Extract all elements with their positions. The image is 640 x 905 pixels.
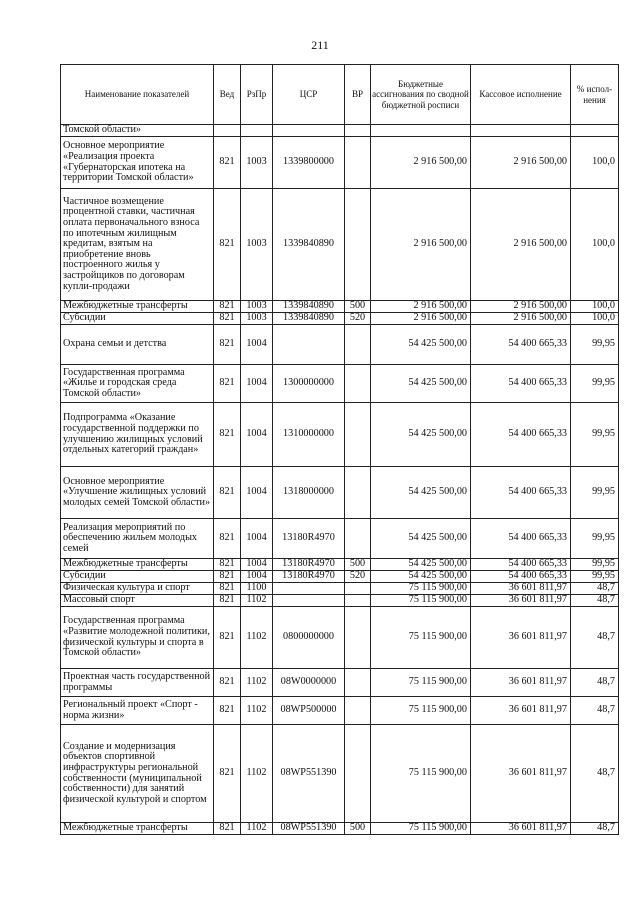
row-percent: 100,0 bbox=[571, 189, 619, 301]
table-row bbox=[61, 519, 619, 559]
row-vr bbox=[345, 325, 371, 365]
row-budget bbox=[371, 125, 471, 137]
row-vr bbox=[345, 403, 371, 467]
row-csr: 1310000000 bbox=[273, 403, 345, 467]
table-row bbox=[61, 595, 619, 607]
row-cash: 54 400 665,33 bbox=[471, 571, 571, 583]
row-rzpr: 1004 bbox=[241, 325, 273, 365]
row-vr bbox=[345, 595, 371, 607]
row-csr bbox=[273, 583, 345, 595]
row-rzpr: 1102 bbox=[241, 823, 273, 835]
row-percent: 99,95 bbox=[571, 559, 619, 571]
row-rzpr: 1004 bbox=[241, 571, 273, 583]
row-ved: 821 bbox=[214, 519, 241, 559]
row-cash: 36 601 811,97 bbox=[471, 725, 571, 823]
row-csr: 1339840890 bbox=[273, 189, 345, 301]
row-percent: 48,7 bbox=[571, 697, 619, 725]
row-csr bbox=[273, 125, 345, 137]
row-percent: 99,95 bbox=[571, 519, 619, 559]
row-budget: 2 916 500,00 bbox=[371, 301, 471, 313]
row-vr bbox=[345, 607, 371, 669]
row-ved bbox=[214, 125, 241, 137]
row-name: Реализация мероприятий по обеспечению жильем молодых семей bbox=[61, 519, 214, 559]
row-cash bbox=[471, 125, 571, 137]
row-percent: 48,7 bbox=[571, 583, 619, 595]
row-cash: 2 916 500,00 bbox=[471, 137, 571, 189]
row-vr: 520 bbox=[345, 313, 371, 325]
row-ved: 821 bbox=[214, 669, 241, 697]
page-number: 211 bbox=[311, 38, 329, 52]
row-rzpr: 1004 bbox=[241, 365, 273, 403]
row-budget: 75 115 900,00 bbox=[371, 823, 471, 835]
row-budget: 54 425 500,00 bbox=[371, 467, 471, 519]
row-name: Государственная программа «Жилье и городская среда Томской области» bbox=[61, 365, 214, 403]
row-ved: 821 bbox=[214, 137, 241, 189]
row-cash: 36 601 811,97 bbox=[471, 697, 571, 725]
row-ved: 821 bbox=[214, 559, 241, 571]
row-rzpr: 1102 bbox=[241, 669, 273, 697]
row-name: Субсидии bbox=[61, 571, 214, 583]
row-ved: 821 bbox=[214, 467, 241, 519]
table-row bbox=[61, 583, 619, 595]
row-rzpr: 1102 bbox=[241, 595, 273, 607]
table-row bbox=[61, 313, 619, 325]
row-name: Региональный проект «Спорт - норма жизни» bbox=[61, 697, 214, 725]
header-name: Наименование показателей bbox=[61, 65, 214, 125]
row-name: Томской области» bbox=[61, 125, 214, 137]
row-name: Межбюджетные трансферты bbox=[61, 823, 214, 835]
row-ved: 821 bbox=[214, 189, 241, 301]
row-rzpr: 1102 bbox=[241, 725, 273, 823]
row-budget: 75 115 900,00 bbox=[371, 607, 471, 669]
row-rzpr: 1003 bbox=[241, 137, 273, 189]
row-ved: 821 bbox=[214, 725, 241, 823]
row-csr: 13180R4970 bbox=[273, 519, 345, 559]
row-budget: 54 425 500,00 bbox=[371, 365, 471, 403]
row-vr bbox=[345, 125, 371, 137]
row-rzpr: 1102 bbox=[241, 697, 273, 725]
row-ved: 821 bbox=[214, 365, 241, 403]
row-budget: 54 425 500,00 bbox=[371, 559, 471, 571]
table-row bbox=[61, 697, 619, 725]
row-cash: 36 601 811,97 bbox=[471, 823, 571, 835]
row-csr bbox=[273, 595, 345, 607]
row-name: Массовый спорт bbox=[61, 595, 214, 607]
row-budget: 75 115 900,00 bbox=[371, 583, 471, 595]
row-vr: 500 bbox=[345, 823, 371, 835]
table-row bbox=[61, 137, 619, 189]
row-csr: 08W0000000 bbox=[273, 669, 345, 697]
header-percent: % испол-нения bbox=[571, 65, 619, 125]
table-row bbox=[61, 365, 619, 403]
row-cash: 36 601 811,97 bbox=[471, 583, 571, 595]
row-percent: 100,0 bbox=[571, 301, 619, 313]
row-cash: 54 400 665,33 bbox=[471, 467, 571, 519]
row-name: Подпрограмма «Оказание государственной поддержки по улучшению жилищных условий отдельных категорий граждан» bbox=[61, 403, 214, 467]
row-budget: 2 916 500,00 bbox=[371, 313, 471, 325]
row-cash: 54 400 665,33 bbox=[471, 365, 571, 403]
row-csr: 13180R4970 bbox=[273, 571, 345, 583]
row-percent: 99,95 bbox=[571, 325, 619, 365]
row-ved: 821 bbox=[214, 583, 241, 595]
header-cash: Кассовое исполнение bbox=[471, 65, 571, 125]
row-cash: 36 601 811,97 bbox=[471, 669, 571, 697]
row-percent: 99,95 bbox=[571, 365, 619, 403]
header-rzpr: РзПр bbox=[241, 65, 273, 125]
row-budget: 75 115 900,00 bbox=[371, 697, 471, 725]
row-name: Межбюджетные трансферты bbox=[61, 559, 214, 571]
row-budget: 54 425 500,00 bbox=[371, 325, 471, 365]
row-percent: 100,0 bbox=[571, 313, 619, 325]
row-vr bbox=[345, 697, 371, 725]
row-vr: 500 bbox=[345, 559, 371, 571]
row-vr bbox=[345, 519, 371, 559]
row-name: Субсидии bbox=[61, 313, 214, 325]
row-cash: 2 916 500,00 bbox=[471, 313, 571, 325]
row-name: Охрана семьи и детства bbox=[61, 325, 214, 365]
row-csr: 08WP500000 bbox=[273, 697, 345, 725]
row-csr: 1318000000 bbox=[273, 467, 345, 519]
row-percent: 99,95 bbox=[571, 403, 619, 467]
row-vr bbox=[345, 467, 371, 519]
row-cash: 54 400 665,33 bbox=[471, 325, 571, 365]
row-vr bbox=[345, 365, 371, 403]
row-rzpr: 1003 bbox=[241, 301, 273, 313]
row-rzpr: 1100 bbox=[241, 583, 273, 595]
row-budget: 54 425 500,00 bbox=[371, 519, 471, 559]
row-ved: 821 bbox=[214, 301, 241, 313]
row-budget: 54 425 500,00 bbox=[371, 571, 471, 583]
row-cash: 36 601 811,97 bbox=[471, 607, 571, 669]
row-budget: 75 115 900,00 bbox=[371, 669, 471, 697]
table-row bbox=[61, 467, 619, 519]
row-percent: 48,7 bbox=[571, 607, 619, 669]
row-ved: 821 bbox=[214, 595, 241, 607]
row-csr bbox=[273, 325, 345, 365]
row-csr: 1339840890 bbox=[273, 313, 345, 325]
row-budget: 2 916 500,00 bbox=[371, 137, 471, 189]
row-ved: 821 bbox=[214, 823, 241, 835]
row-csr: 13180R4970 bbox=[273, 559, 345, 571]
row-csr: 1339800000 bbox=[273, 137, 345, 189]
row-name: Межбюджетные трансферты bbox=[61, 301, 214, 313]
row-budget: 75 115 900,00 bbox=[371, 725, 471, 823]
table-row bbox=[61, 571, 619, 583]
row-rzpr: 1003 bbox=[241, 189, 273, 301]
row-rzpr: 1102 bbox=[241, 607, 273, 669]
row-name: Частичное возмещение процентной ставки, частичная оплата первоначального взноса по ипотечным жилищным кредитам, взятым на приобретение вновь построенного жилья у застройщиков по договорам купли-продажи bbox=[61, 189, 214, 301]
row-rzpr bbox=[241, 125, 273, 137]
row-budget: 2 916 500,00 bbox=[371, 189, 471, 301]
row-cash: 36 601 811,97 bbox=[471, 595, 571, 607]
row-cash: 54 400 665,33 bbox=[471, 519, 571, 559]
row-vr: 500 bbox=[345, 301, 371, 313]
row-name: Государственная программа «Развитие молодежной политики, физической культуры и спорта в Томской области» bbox=[61, 607, 214, 669]
row-name: Проектная часть государственной программы bbox=[61, 669, 214, 697]
row-csr: 1300000000 bbox=[273, 365, 345, 403]
table-row bbox=[61, 669, 619, 697]
row-cash: 54 400 665,33 bbox=[471, 559, 571, 571]
table-row bbox=[61, 403, 619, 467]
row-vr bbox=[345, 669, 371, 697]
header-vr: ВР bbox=[345, 65, 371, 125]
row-ved: 821 bbox=[214, 325, 241, 365]
row-percent: 99,95 bbox=[571, 571, 619, 583]
row-budget: 54 425 500,00 bbox=[371, 403, 471, 467]
row-ved: 821 bbox=[214, 403, 241, 467]
row-ved: 821 bbox=[214, 313, 241, 325]
row-vr bbox=[345, 583, 371, 595]
row-percent: 48,7 bbox=[571, 595, 619, 607]
row-name: Физическая культура и спорт bbox=[61, 583, 214, 595]
table-row bbox=[61, 189, 619, 301]
table-row bbox=[61, 559, 619, 571]
table-header-row bbox=[61, 65, 619, 125]
table-row bbox=[61, 125, 619, 137]
row-cash: 2 916 500,00 bbox=[471, 189, 571, 301]
row-cash: 54 400 665,33 bbox=[471, 403, 571, 467]
row-csr: 0800000000 bbox=[273, 607, 345, 669]
row-ved: 821 bbox=[214, 571, 241, 583]
row-csr: 1339840890 bbox=[273, 301, 345, 313]
row-ved: 821 bbox=[214, 607, 241, 669]
row-name: Создание и модернизация объектов спортивной инфраструктуры региональной собственности (муниципальной собственности) для занятий физической культурой и спортом bbox=[61, 725, 214, 823]
table-row bbox=[61, 325, 619, 365]
row-budget: 75 115 900,00 bbox=[371, 595, 471, 607]
table-row bbox=[61, 301, 619, 313]
row-cash: 2 916 500,00 bbox=[471, 301, 571, 313]
row-rzpr: 1004 bbox=[241, 519, 273, 559]
row-percent: 48,7 bbox=[571, 725, 619, 823]
header-csr: ЦСР bbox=[273, 65, 345, 125]
row-csr: 08WP551390 bbox=[273, 725, 345, 823]
row-name: Основное мероприятие «Улучшение жилищных условий молодых семей Томской области» bbox=[61, 467, 214, 519]
row-rzpr: 1004 bbox=[241, 559, 273, 571]
row-vr bbox=[345, 725, 371, 823]
table-row bbox=[61, 823, 619, 835]
row-csr: 08WP551390 bbox=[273, 823, 345, 835]
row-vr bbox=[345, 189, 371, 301]
row-percent bbox=[571, 125, 619, 137]
row-rzpr: 1003 bbox=[241, 313, 273, 325]
row-rzpr: 1004 bbox=[241, 403, 273, 467]
row-vr bbox=[345, 137, 371, 189]
row-vr: 520 bbox=[345, 571, 371, 583]
row-percent: 99,95 bbox=[571, 467, 619, 519]
header-ved: Вед bbox=[214, 65, 241, 125]
row-name: Основное мероприятие «Реализация проекта «Губернаторская ипотека на территории Томской области» bbox=[61, 137, 214, 189]
table-row bbox=[61, 725, 619, 823]
row-percent: 48,7 bbox=[571, 669, 619, 697]
row-ved: 821 bbox=[214, 697, 241, 725]
row-rzpr: 1004 bbox=[241, 467, 273, 519]
budget-table bbox=[60, 64, 619, 835]
table-row bbox=[61, 607, 619, 669]
row-percent: 100,0 bbox=[571, 137, 619, 189]
header-budget: Бюджетные ассигнования по сводной бюджетной росписи bbox=[371, 65, 471, 125]
row-percent: 48,7 bbox=[571, 823, 619, 835]
